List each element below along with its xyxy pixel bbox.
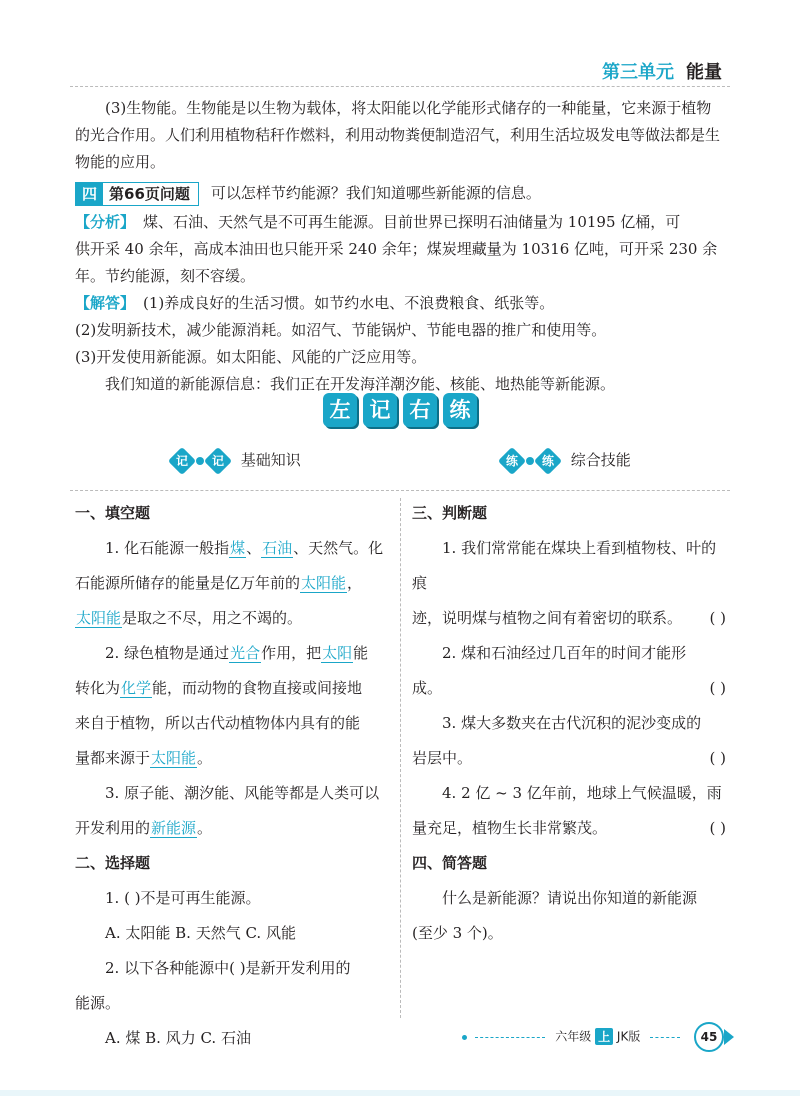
answer-paren: ( ) <box>709 679 726 697</box>
answer-tag: 【解答】 <box>75 294 136 312</box>
q4-question: 可以怎样节约能源？我们知道哪些新能源的信息。 <box>210 184 541 202</box>
q4-badge-text: 第66页问题 <box>109 185 190 203</box>
choice-section-title: 二、选择题 <box>75 854 151 872</box>
answer-paren: ( ) <box>709 819 726 837</box>
unit-label: 第三单元 <box>602 62 674 83</box>
answer-paren: ( ) <box>709 749 726 767</box>
footer-dash <box>475 1037 545 1038</box>
fill-q2-cont: 转化为化学能，而动物的食物直接或间接地 <box>75 679 363 697</box>
label-dot <box>526 457 534 465</box>
choice-q2-cont: 能源。 <box>75 994 121 1012</box>
fill-q2: 2. 绿色植物是通过光合作用，把太阳能 <box>105 644 369 662</box>
analysis-line-2: 供开采 40 余年，高成本油田也只能开采 240 余年；煤炭埋藏量为 10316 亿吨，可开采 230 余 <box>75 240 718 258</box>
judge-section-title: 三、判断题 <box>412 504 488 522</box>
left-column <box>75 496 393 1056</box>
short-answer-q1-end: (至少 3 个)。 <box>412 924 503 942</box>
judge-q1: 1. 我们常常能在煤块上看到植物枝、叶的痕 <box>412 539 717 592</box>
answer-text-1: (1)养成良好的生活习惯。如节约水电、不浪费粮食、纸张等。 <box>143 294 555 312</box>
analysis-line-3: 年。节约能源，刻不容缓。 <box>75 267 256 285</box>
arrow-right-icon <box>724 1029 734 1045</box>
column-top-divider <box>70 490 730 491</box>
analysis-text-1: 煤、石油、天然气是不可再生能源。目前世界已探明石油储量为 10195 亿桶，可 <box>143 213 681 231</box>
choice-q2-options: A. 煤 B. 风力 C. 石油 <box>105 1029 251 1047</box>
footer-term: 上 <box>595 1028 613 1045</box>
fill-q1-cont: 石能源所储存的能量是亿万年前的太阳能， <box>75 574 363 592</box>
answer-blank: 化学 <box>121 679 152 697</box>
judge-q4-end: 量充足，植物生长非常繁茂。 ( ) <box>412 811 726 846</box>
answer-blank: 太阳能 <box>76 609 122 627</box>
answer-line-2: (2)发明新技术，减少能源消耗。如沼气、节能锅炉、节能电器的推广和使用等。 <box>75 321 607 339</box>
footer-grade: 六年级 <box>555 1029 592 1044</box>
q4-badge-num: 四 <box>76 183 103 205</box>
bio-energy-paragraph: (3)生物能。生物能是以生物为载体，将太阳能以化学能形式储存的一种能量，它来源于植物的光合作用。人们利用植物秸秆作燃料，利用动物粪便制造沼气，利用生活垃圾发电等做法都是生物能的应用。 <box>75 99 721 171</box>
answer-blank: 太阳能 <box>301 574 347 592</box>
judge-q4: 4. 2 亿 ~ 3 亿年前，地球上气候温暖，雨 <box>442 784 722 802</box>
analysis-line-1 <box>75 209 725 236</box>
right-column <box>412 496 726 951</box>
answer-line-3: (3)开发使用新能源。如太阳能、风能的广泛应用等。 <box>75 348 427 366</box>
left-section-label <box>170 449 301 471</box>
q4-badge <box>75 182 199 206</box>
header-title <box>602 58 722 84</box>
label-bubble: 记 <box>204 446 232 474</box>
label-bubble: 记 <box>168 446 196 474</box>
choice-q2: 2. 以下各种能源中( )是新开发利用的 <box>105 959 351 977</box>
fill-q3: 3. 原子能、潮汐能、风能等都是人类可以 <box>105 784 380 802</box>
footer-dot <box>462 1035 467 1040</box>
banner-char-1: 左 <box>323 393 357 427</box>
section-banner <box>0 393 800 427</box>
header-divider <box>70 86 730 87</box>
fill-q1-end: 太阳能是取之不尽，用之不竭的。 <box>76 609 303 627</box>
page-number: 45 <box>694 1022 724 1052</box>
short-answer-section-title: 四、简答题 <box>412 854 488 872</box>
right-section-label <box>500 449 631 471</box>
banner-char-2: 记 <box>363 393 397 427</box>
left-section-title: 基础知识 <box>240 451 301 469</box>
answer-paren: ( ) <box>709 609 726 627</box>
answer-blank: 太阳能 <box>151 749 197 767</box>
q4-header <box>75 180 725 207</box>
fill-q1: 1. 化石能源一般指煤、石油、天然气。化 <box>105 539 384 557</box>
right-section-title: 综合技能 <box>570 451 631 469</box>
choice-q1: 1. ( )不是可再生能源。 <box>105 889 261 907</box>
judge-q2-end: 成。 ( ) <box>412 671 726 706</box>
analysis-tag: 【分析】 <box>75 213 136 231</box>
judge-q2: 2. 煤和石油经过几百年的时间才能形 <box>442 644 687 662</box>
answer-blank: 石油 <box>262 539 293 557</box>
footer-edition: JK版 <box>616 1029 641 1044</box>
answer-blank: 煤 <box>230 539 246 557</box>
answer-line-4: 我们知道的新能源信息：我们正在开发海洋潮汐能、核能、地热能等新能源。 <box>105 375 616 393</box>
fill-q2-cont2: 来自于植物，所以古代动植物体内具有的能 <box>75 714 361 732</box>
short-answer-q1: 什么是新能源？请说出你知道的新能源 <box>442 889 698 907</box>
fill-section-title: 一、填空题 <box>75 504 151 522</box>
answer-line-1 <box>75 290 725 317</box>
label-bubble: 练 <box>534 446 562 474</box>
fill-q3-end: 开发利用的新能源。 <box>75 819 213 837</box>
topic-label: 能量 <box>686 62 722 83</box>
footer-dash <box>650 1037 680 1038</box>
answer-blank: 新能源 <box>151 819 197 837</box>
fill-q2-end: 量都来源于太阳能。 <box>75 749 213 767</box>
label-bubble: 练 <box>498 446 526 474</box>
label-dot <box>196 457 204 465</box>
answer-blank: 太阳 <box>322 644 353 662</box>
judge-q1-end: 迹，说明煤与植物之间有着密切的联系。 ( ) <box>412 601 726 636</box>
answer-blank: 光合 <box>230 644 261 662</box>
banner-char-3: 右 <box>403 393 437 427</box>
footer <box>460 1022 734 1052</box>
judge-q3-end: 岩层中。 ( ) <box>412 741 726 776</box>
column-divider <box>400 498 401 1018</box>
judge-q3: 3. 煤大多数夹在古代沉积的泥沙变成的 <box>442 714 702 732</box>
choice-q1-options: A. 太阳能 B. 天然气 C. 风能 <box>105 924 296 942</box>
bottom-bar <box>0 1090 800 1096</box>
banner-char-4: 练 <box>443 393 477 427</box>
